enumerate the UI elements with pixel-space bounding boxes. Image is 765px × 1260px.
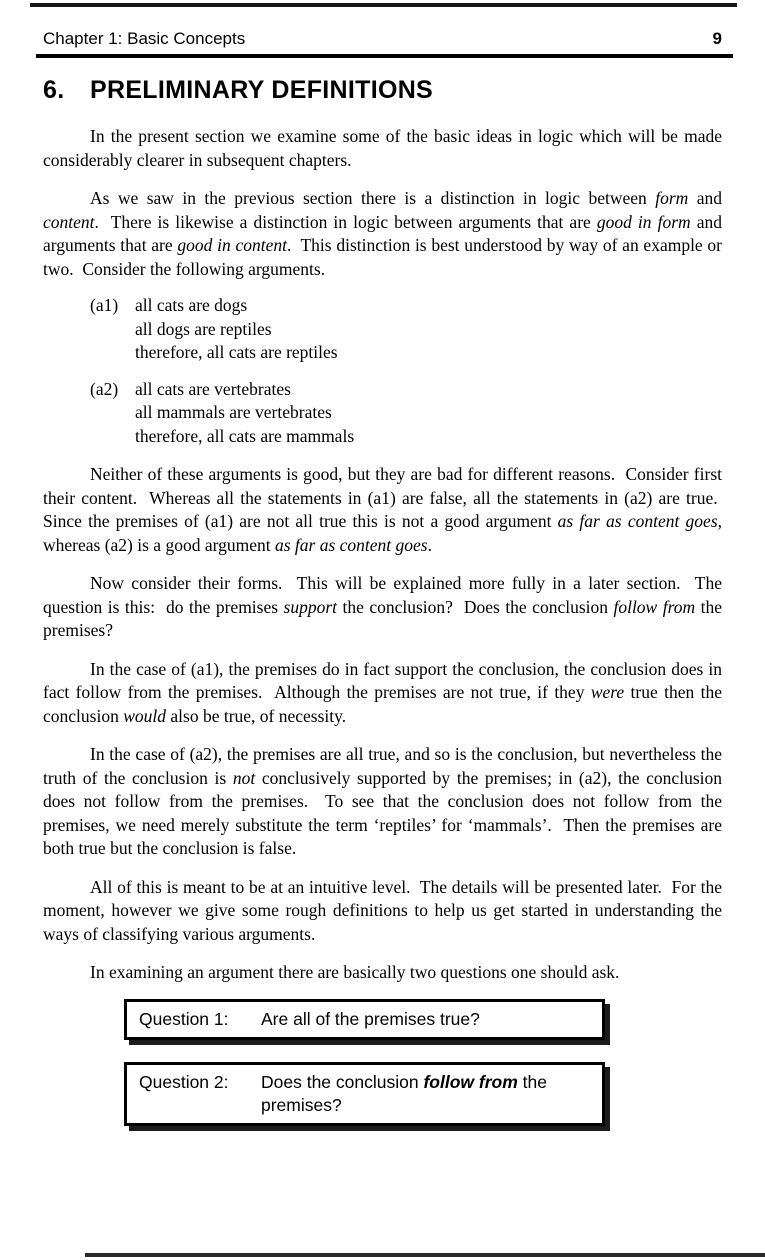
argument-line: all cats are dogs	[135, 295, 248, 315]
page-header	[43, 29, 722, 49]
argument-a1-label: (a1)	[90, 295, 119, 315]
question-1-text: Are all of the premises true?	[261, 1008, 480, 1029]
question-1-label: Question 1:	[139, 1008, 229, 1029]
argument-a1	[90, 294, 722, 365]
paragraph-intro: In the present section we examine some of the basic ideas in logic which will be made considerably clearer in subsequent chapters.	[43, 126, 722, 170]
scan-artifact-bottom	[85, 1253, 765, 1257]
paragraph-two-questions: In examining an argument there are basically two questions one should ask.	[90, 962, 620, 982]
paragraph-case-a2: In the case of (a2), the premises are all true, and so is the conclusion, but nevertheless the truth of the conclusion is not conclusively supported by the premises; in (a2), the conclusion does not follow from the premises. To see that the conclusion does not follow from the premises, we need merely substitute the term ‘reptiles’ for ‘mammals’. Then the premises are both true but the conclusion is false.	[43, 744, 722, 858]
question-2-text: Does the conclusion follow from the premises?	[261, 1071, 547, 1115]
argument-a2	[90, 378, 722, 449]
paragraph-neither-good: Neither of these arguments is good, but they are bad for different reasons. Consider first their content. Whereas all the statements in (a1) are false, all the statements in (a2) are true. Since the premises of (a1) are not all true this is not a good argument as far as content goes, whereas (a2) is a good argument as far as content goes.	[43, 464, 722, 555]
body-content	[43, 125, 722, 1126]
question-box-1	[124, 999, 605, 1040]
question-2-label: Question 2:	[139, 1071, 229, 1092]
argument-a1-lines	[135, 294, 722, 365]
argument-a2-label: (a2)	[90, 378, 119, 399]
paragraph-case-a1: In the case of (a1), the premises do in fact support the conclusion, the conclusion does in fact follow from the premises. Although the premises are not true, if they were true then the conclusion would also be true, of necessity.	[43, 658, 722, 726]
argument-a2-lines	[135, 378, 722, 449]
argument-line: all mammals are vertebrates	[135, 402, 332, 422]
header-rule	[36, 54, 733, 58]
section-title: PRELIMINARY DEFINITIONS	[90, 76, 434, 104]
argument-line: all cats are vertebrates	[135, 378, 291, 399]
scan-artifact-top	[30, 3, 737, 7]
header-page-number: 9	[712, 29, 722, 48]
section-heading	[43, 76, 722, 104]
question-box-2	[124, 1062, 605, 1126]
paragraph-intuitive-level: All of this is meant to be at an intuitive level. The details will be presented later. For the moment, however we give some rough definitions to help us get started in understanding the ways of classifying various arguments.	[43, 876, 722, 944]
argument-line: all dogs are reptiles	[135, 318, 272, 339]
section-number: 6.	[43, 76, 65, 104]
argument-line: therefore, all cats are reptiles	[135, 342, 338, 362]
argument-line: therefore, all cats are mammals	[135, 425, 355, 446]
header-chapter-title: Chapter 1: Basic Concepts	[43, 29, 246, 48]
paragraph-consider-forms: Now consider their forms. This will be explained more fully in a later section. The question is this: do the premises support the conclusion? Does the conclusion follow from the premises?	[43, 573, 722, 640]
paragraph-form-content: As we saw in the previous section there is a distinction in logic between form and content. There is likewise a distinction in logic between arguments that are good in form and arguments that are good in content. This distinction is best understood by way of an example or two. Consider the following arguments.	[43, 188, 723, 279]
